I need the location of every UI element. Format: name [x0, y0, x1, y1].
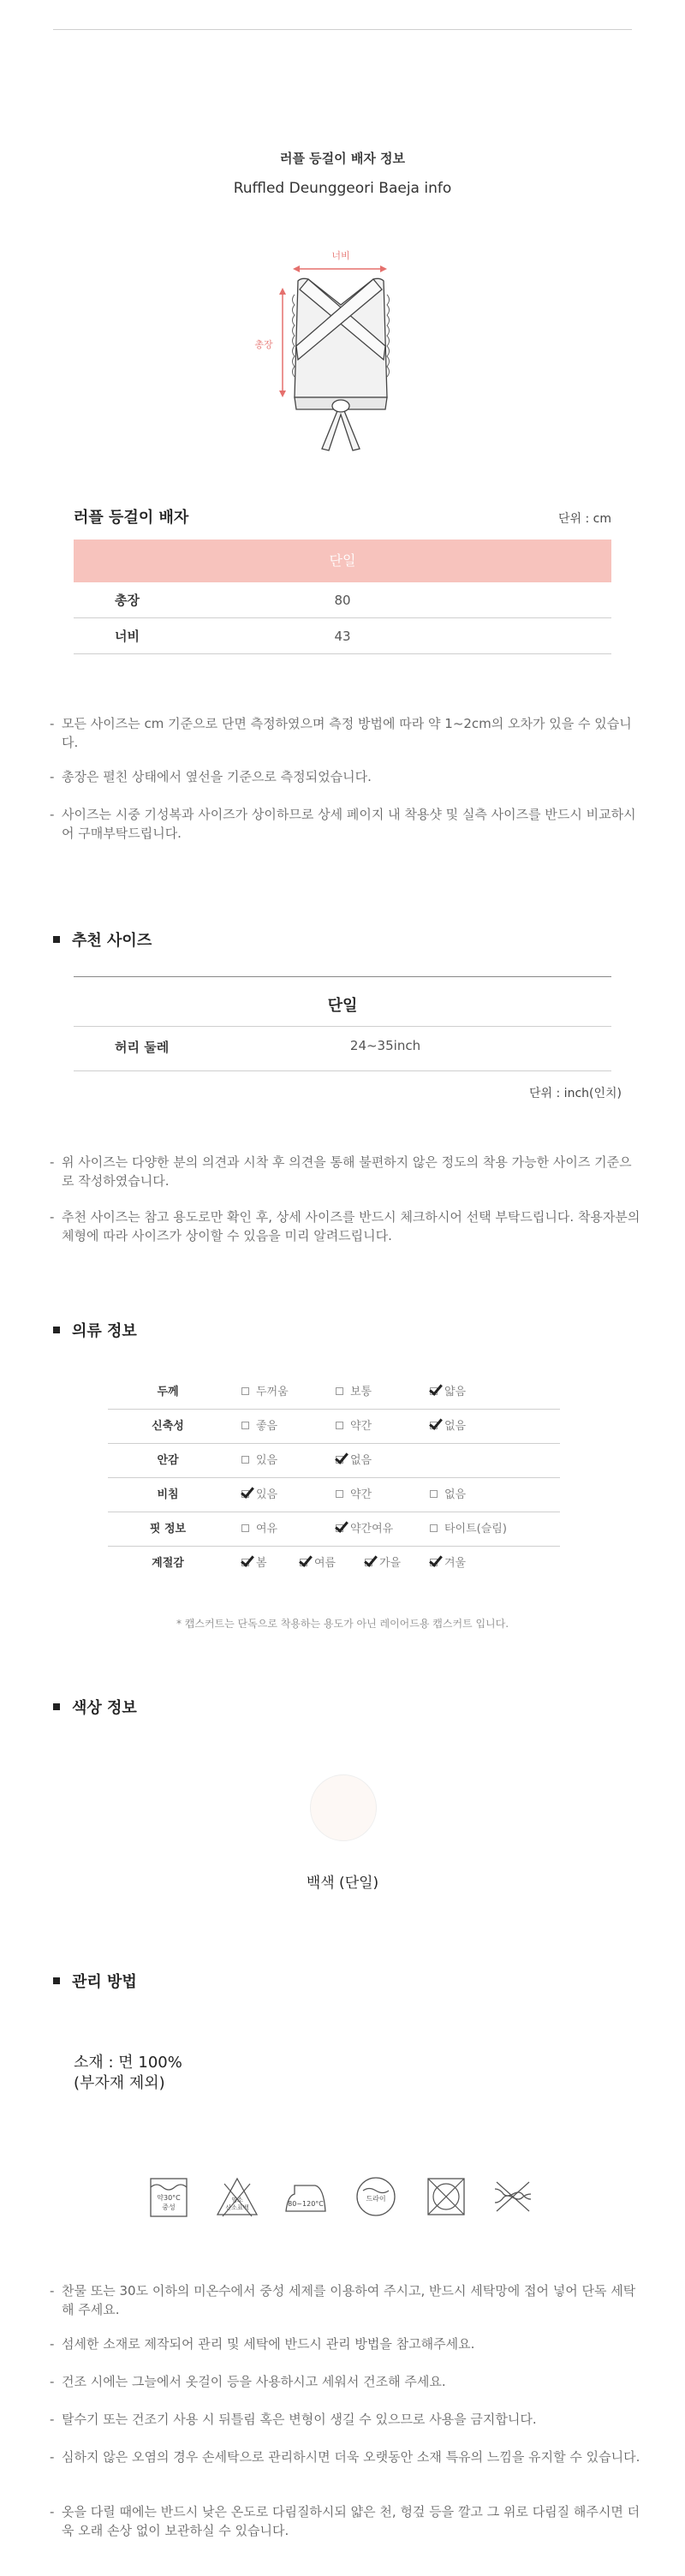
- product-title-kr: 러플 등걸이 배자 정보: [279, 151, 406, 166]
- table-row: [74, 618, 611, 654]
- row-label: 너비: [115, 629, 140, 644]
- svg-text:드라이: 드라이: [366, 2195, 386, 2203]
- fabric-row-label: 안감: [157, 1454, 179, 1467]
- size-note: - 모든 사이즈는 cm 기준으로 단면 측정하였으며 측정 방법에 따라 약 1~2cm의 오차가 있을 수 있습니다.: [50, 716, 632, 750]
- no-wring-icon: [490, 2174, 536, 2220]
- row-label: 총장: [115, 593, 140, 608]
- size-table-name: 러플 등걸이 배자: [74, 509, 189, 527]
- checkbox-icon: [430, 1490, 438, 1498]
- care-note: - 탈수기 또는 건조기 사용 시 뒤틀림 혹은 변형이 생길 수 있으므로 사용을 금지합니다.: [50, 2412, 537, 2427]
- svg-text:80~120°C: 80~120°C: [288, 2200, 324, 2208]
- recommended-row-value: 24~35inch: [349, 1038, 421, 1053]
- care-note: - 심하지 않은 오염의 경우 손세탁으로 관리하시면 더욱 오랫동안 소재 특유의 느낌을 유지할 수 있습니다.: [50, 2449, 640, 2465]
- row-value: 80: [334, 593, 351, 608]
- recommended-header: 단일: [327, 997, 358, 1015]
- care-note: - 건조 시에는 그늘에서 옷걸이 등을 사용하시고 세워서 건조해 주세요.: [50, 2374, 446, 2389]
- checkbox-icon: [336, 1490, 343, 1498]
- care-note: - 찬물 또는 30도 이하의 미온수에서 중성 세제를 이용하여 주시고, 반드시 세탁망에 접어 넣어 단독 세탁해 주세요.: [50, 2283, 636, 2317]
- color-swatch: [310, 1774, 377, 1841]
- svg-text:염소: 염소: [231, 2197, 243, 2203]
- svg-text:약30°C: 약30°C: [157, 2194, 181, 2202]
- size-table-header: 단일: [74, 540, 611, 582]
- table-row: [74, 582, 611, 618]
- checkbox-checked-icon: [241, 1490, 249, 1498]
- iron-80-120-icon: [283, 2174, 329, 2220]
- material-line: 소재 : 면 100%: [74, 2054, 182, 2072]
- fabric-row: 안감 있음 없음: [108, 1444, 560, 1478]
- checkbox-icon: [241, 1387, 249, 1395]
- no-bleach-icon: [214, 2174, 260, 2220]
- recommended-note: - 추천 사이즈는 참고 용도로만 확인 후, 상세 사이즈를 반드시 체크하시어 선택 부탁드립니다. 착용자분의 체형에 따라 사이즈가 상이할 수 있음을 미리 알려드립니다.: [50, 1209, 640, 1243]
- fabric-footnote: * 캡스커트는 단독으로 착용하는 용도가 아닌 레이어드용 캡스커트 입니다.: [176, 1618, 509, 1630]
- no-tumble-dry-icon: [423, 2174, 469, 2220]
- fabric-row-label: 두께: [157, 1386, 179, 1398]
- fabric-row: 핏 정보 여유 약간여유 타이트(슬림): [108, 1512, 560, 1547]
- hand-wash-30-icon: [146, 2174, 192, 2220]
- length-label: 총장: [254, 339, 273, 350]
- checkbox-checked-icon: [430, 1422, 438, 1429]
- product-title-en: Ruffled Deunggeori Baeja info: [233, 180, 452, 197]
- recommended-row-label: 허리 둘레: [115, 1040, 170, 1055]
- fabric-row: 비침 있음 약간 없음: [108, 1478, 560, 1512]
- section-title-care: 관리 방법: [53, 1970, 137, 1992]
- fabric-row: 계절감 봄 여름 가을 겨울: [108, 1547, 560, 1581]
- divider: [74, 1070, 611, 1071]
- recommended-unit: 단위 : inch(인치): [529, 1087, 622, 1100]
- fabric-row-label: 비침: [157, 1488, 179, 1501]
- checkbox-checked-icon: [430, 1559, 438, 1566]
- dry-clean-icon: [353, 2174, 399, 2220]
- checkbox-icon: [430, 1524, 438, 1532]
- checkbox-checked-icon: [365, 1559, 372, 1566]
- size-table-unit: 단위 : cm: [557, 512, 611, 526]
- care-note: - 섬세한 소재로 제작되어 관리 및 세탁에 반드시 관리 방법을 참고해주세요.: [50, 2336, 475, 2352]
- divider: [74, 976, 611, 977]
- fabric-row-label: 신축성: [152, 1420, 184, 1433]
- care-note: - 옷을 다릴 때에는 반드시 낮은 온도로 다림질하시되 얇은 천, 헝겊 등을 깔고 그 위로 다림질 해주시면 더욱 오래 손상 없이 보관하실 수 있습니다.: [50, 2504, 640, 2538]
- size-note: - 사이즈는 시중 기성복과 사이즈가 상이하므로 상세 페이지 내 착용샷 및 실측 사이즈를 반드시 비교하시어 구매부탁드립니다.: [50, 807, 636, 841]
- checkbox-icon: [336, 1387, 343, 1395]
- checkbox-checked-icon: [300, 1559, 307, 1566]
- checkbox-checked-icon: [241, 1559, 249, 1566]
- fabric-row-label: 계절감: [152, 1557, 184, 1570]
- fabric-row-label: 핏 정보: [149, 1523, 187, 1535]
- material-line: (부자재 제외): [74, 2074, 165, 2092]
- size-table: [74, 540, 611, 654]
- width-label: 너비: [331, 250, 350, 261]
- divider: [74, 1026, 611, 1027]
- svg-text:산소표백: 산소표백: [225, 2204, 249, 2211]
- checkbox-icon: [336, 1422, 343, 1429]
- top-divider: [53, 29, 632, 30]
- checkbox-checked-icon: [336, 1456, 343, 1464]
- checkbox-checked-icon: [336, 1524, 343, 1532]
- checkbox-icon: [241, 1422, 249, 1429]
- checkbox-checked-icon: [430, 1387, 438, 1395]
- section-title-color: 색상 정보: [53, 1696, 137, 1718]
- recommended-note: - 위 사이즈는 다양한 분의 의견과 시착 후 의견을 통해 불편하지 않은 정도의 착용 가능한 사이즈 기준으로 작성하였습니다.: [50, 1154, 632, 1189]
- section-title-fabric: 의류 정보: [53, 1319, 137, 1341]
- svg-text:중성: 중성: [162, 2203, 176, 2211]
- fabric-row: 신축성 좋음 약간 없음: [108, 1410, 560, 1444]
- row-value: 43: [334, 629, 351, 644]
- section-title-recommended: 추천 사이즈: [53, 928, 152, 951]
- size-note: - 총장은 펼친 상태에서 옆선을 기준으로 측정되었습니다.: [50, 769, 372, 784]
- color-name: 백색 (단일): [306, 1875, 379, 1892]
- checkbox-icon: [241, 1456, 249, 1464]
- fabric-row: 두께 두꺼움 보통 얇음: [108, 1375, 560, 1410]
- garment-diagram: [240, 243, 445, 457]
- checkbox-icon: [241, 1524, 249, 1532]
